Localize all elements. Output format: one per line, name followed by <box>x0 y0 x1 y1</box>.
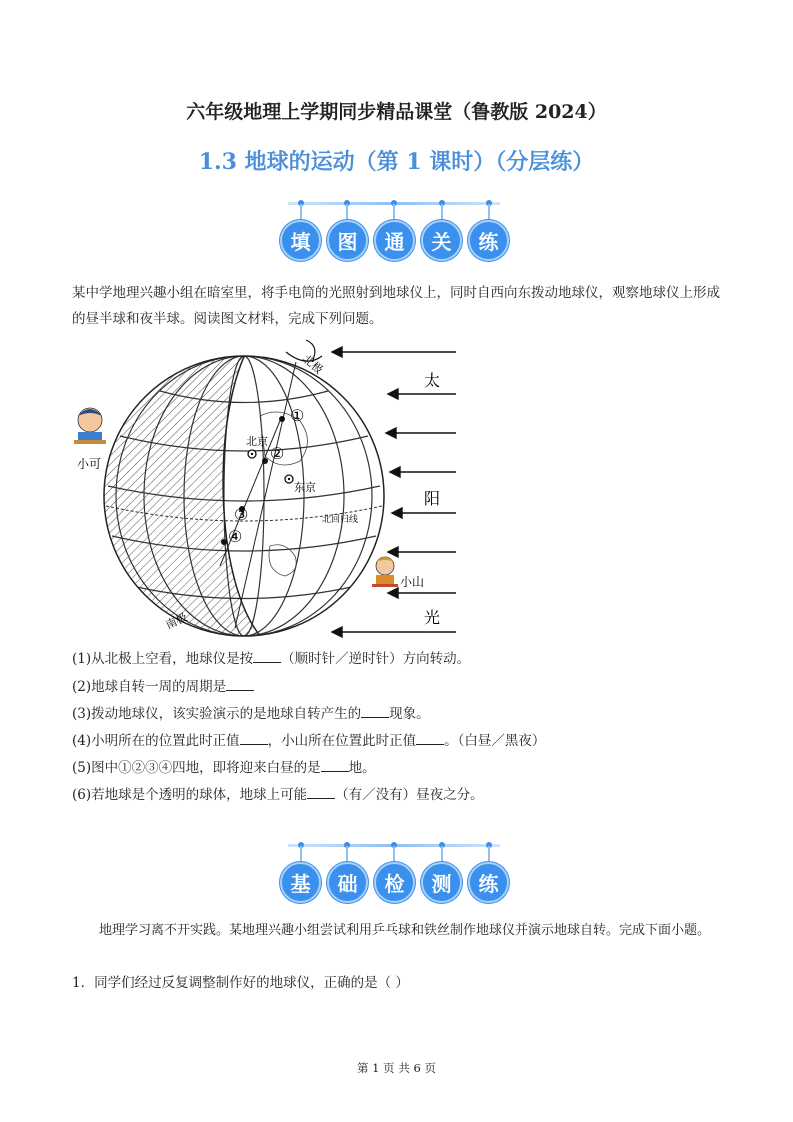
section-banner-fill-map <box>0 202 793 274</box>
answer-blank[interactable] <box>321 757 349 772</box>
banner-char: 测 <box>421 862 462 903</box>
answer-blank[interactable] <box>416 730 444 745</box>
banner-char: 基 <box>280 862 321 903</box>
document-title: 六年级地理上学期同步精品课堂（鲁教版 2024） <box>186 101 607 123</box>
answer-blank[interactable] <box>240 730 268 745</box>
section-banner-basic-test <box>0 844 793 916</box>
lesson-title: 1.3 地球的运动（第 1 课时）（分层练） <box>198 149 595 175</box>
answer-blank[interactable] <box>307 784 335 799</box>
person-right-icon <box>372 557 398 587</box>
banner-char: 填 <box>280 220 321 261</box>
section2-intro: 地理学习离不开实践。某地理兴趣小组尝试利用乒乓球和铁丝制作地球仪并演示地球自转。完成下面小题。 <box>99 923 711 938</box>
question-3: (3)拨动地球仪，该实验演示的是地球自转产生的 现象。 <box>72 703 430 724</box>
tropic-label: 北回归线 <box>322 515 359 525</box>
tokyo-label: 东京 <box>294 481 316 494</box>
question-1: (1)从北极上空看，地球仪是按 （顺时针／逆时针）方向转动。 <box>72 648 470 669</box>
person-right-label: 小山 <box>400 575 425 589</box>
south-pole-label: 南极 <box>163 610 190 632</box>
answer-blank[interactable] <box>226 676 254 691</box>
banner-char: 关 <box>421 220 462 261</box>
mc-question-1: 1．同学们经过反复调整制作好的地球仪，正确的是（ ） <box>72 975 409 991</box>
person-left-icon <box>74 408 106 444</box>
banner-char: 通 <box>374 220 415 261</box>
night-hemisphere <box>60 336 270 646</box>
page-footer: 第 1 页 共 6 页 <box>357 1061 436 1075</box>
banner-char: 检 <box>374 862 415 903</box>
point-2-label: ② <box>270 444 285 463</box>
question-6: (6)若地球是个透明的球体，地球上可能 （有／没有）昼夜之分。 <box>72 784 484 805</box>
north-pole-label: 北极 <box>300 352 326 377</box>
answer-blank[interactable] <box>361 703 389 718</box>
banner-char: 图 <box>327 220 368 261</box>
sun-char-1: 太 <box>424 371 441 390</box>
beijing-label: 北京 <box>246 435 268 448</box>
sun-char-3: 光 <box>424 608 441 627</box>
banner-char: 练 <box>468 220 509 261</box>
banner-char: 础 <box>327 862 368 903</box>
person-left-label: 小可 <box>77 457 102 471</box>
sun-char-2: 阳 <box>424 489 441 508</box>
point-4-label: ④ <box>228 527 243 546</box>
answer-blank[interactable] <box>253 648 281 663</box>
question-4: (4)小明所在的位置此时正值 ，小山所在位置此时正值 。（白昼／黑夜） <box>72 730 545 751</box>
point-3-label: ③ <box>234 505 249 524</box>
banner-char: 练 <box>468 862 509 903</box>
question-5: (5)图中①②③④四地，即将迎来白昼的是 地。 <box>72 757 376 778</box>
globe-figure <box>60 336 480 646</box>
intro-paragraph: 某中学地理兴趣小组在暗室里，将手电筒的光照射到地球仪上，同时自西向东拨动地球仪，观察地球仪上形成的昼半球和夜半球。阅读图文材料，完成下列问题。 <box>72 285 720 327</box>
question-2: (2)地球自转一周的周期是 <box>72 676 254 697</box>
point-1-label: ① <box>290 406 305 425</box>
